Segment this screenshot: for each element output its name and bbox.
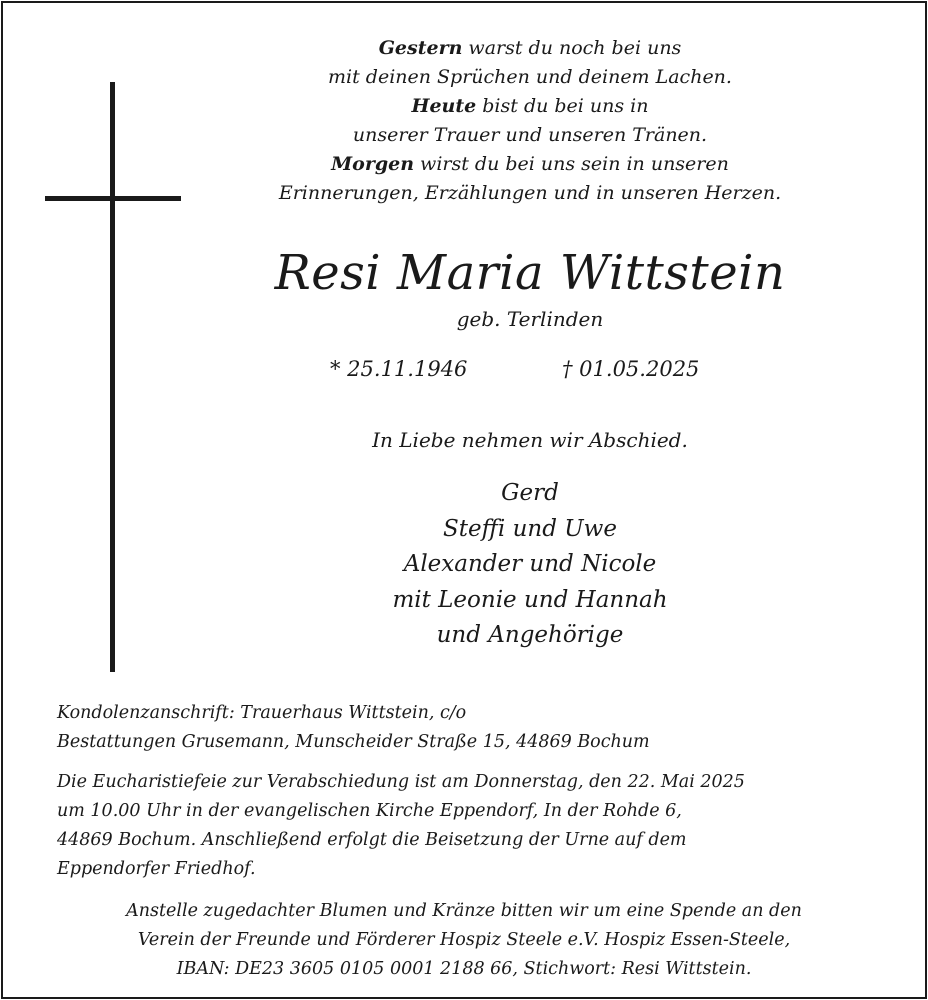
farewell-text: In Liebe nehmen wir Abschied. xyxy=(372,428,688,452)
service-line: um 10.00 Uhr in der evangelischen Kirche Eppendorf, In der Rohde 6, xyxy=(57,801,682,821)
poem-line xyxy=(200,34,860,63)
family-list xyxy=(200,476,860,654)
condolence-address xyxy=(57,699,877,757)
maiden-name: geb. Terlinden xyxy=(456,307,604,331)
memorial-poem xyxy=(200,34,860,208)
cross-horizontal-bar xyxy=(45,196,181,201)
donation-line: Verein der Freunde und Förderer Hospiz Steele e.V. Hospiz Essen-Steele, xyxy=(137,930,791,950)
address-line: Bestattungen Grusemann, Munscheider Straße 15, 44869 Bochum xyxy=(57,732,650,752)
donation-request xyxy=(40,897,888,984)
poem-text: unserer Trauer und unseren Tränen. xyxy=(352,124,708,146)
poem-text: wirst du bei uns sein in unseren xyxy=(414,153,729,175)
poem-line xyxy=(200,63,860,92)
poem-text: Erinnerungen, Erzählungen und in unseren Herzen. xyxy=(278,182,782,204)
death-date: † 01.05.2025 xyxy=(562,357,700,381)
family-member: Steffi und Uwe xyxy=(443,515,617,542)
poem-text: bist du bei uns in xyxy=(476,95,649,117)
poem-text: warst du noch bei uns xyxy=(462,37,682,59)
poem-line xyxy=(200,150,860,179)
poem-line xyxy=(200,179,860,208)
poem-line xyxy=(200,121,860,150)
family-member: und Angehörige xyxy=(436,622,624,648)
donation-line: IBAN: DE23 3605 0105 0001 2188 66, Stichwort: Resi Wittstein. xyxy=(176,959,752,979)
deceased-name: Resi Maria Wittstein xyxy=(274,245,786,301)
poem-emphasis: Gestern xyxy=(378,37,463,59)
poem-emphasis: Heute xyxy=(411,95,477,117)
family-member: mit Leonie und Hannah xyxy=(392,586,668,613)
family-member: Gerd xyxy=(501,480,559,506)
poem-emphasis: Morgen xyxy=(331,153,415,175)
donation-line: Anstelle zugedachter Blumen und Kränze bitten wir um eine Spende an den xyxy=(126,901,802,921)
service-line: Eppendorfer Friedhof. xyxy=(57,859,256,879)
poem-text: mit deinen Sprüchen und deinem Lachen. xyxy=(328,66,732,88)
address-line: Kondolenzanschrift: Trauerhaus Wittstein, c/o xyxy=(57,703,467,723)
poem-line xyxy=(200,92,860,121)
service-line: 44869 Bochum. Anschließend erfolgt die Beisetzung der Urne auf dem xyxy=(57,830,687,850)
family-member: Alexander und Nicole xyxy=(403,551,657,577)
birth-date: * 25.11.1946 xyxy=(330,357,468,381)
service-info xyxy=(57,768,887,884)
cross-vertical-bar xyxy=(110,82,115,672)
service-line: Die Eucharistiefeie zur Verabschiedung ist am Donnerstag, den 22. Mai 2025 xyxy=(57,772,745,792)
